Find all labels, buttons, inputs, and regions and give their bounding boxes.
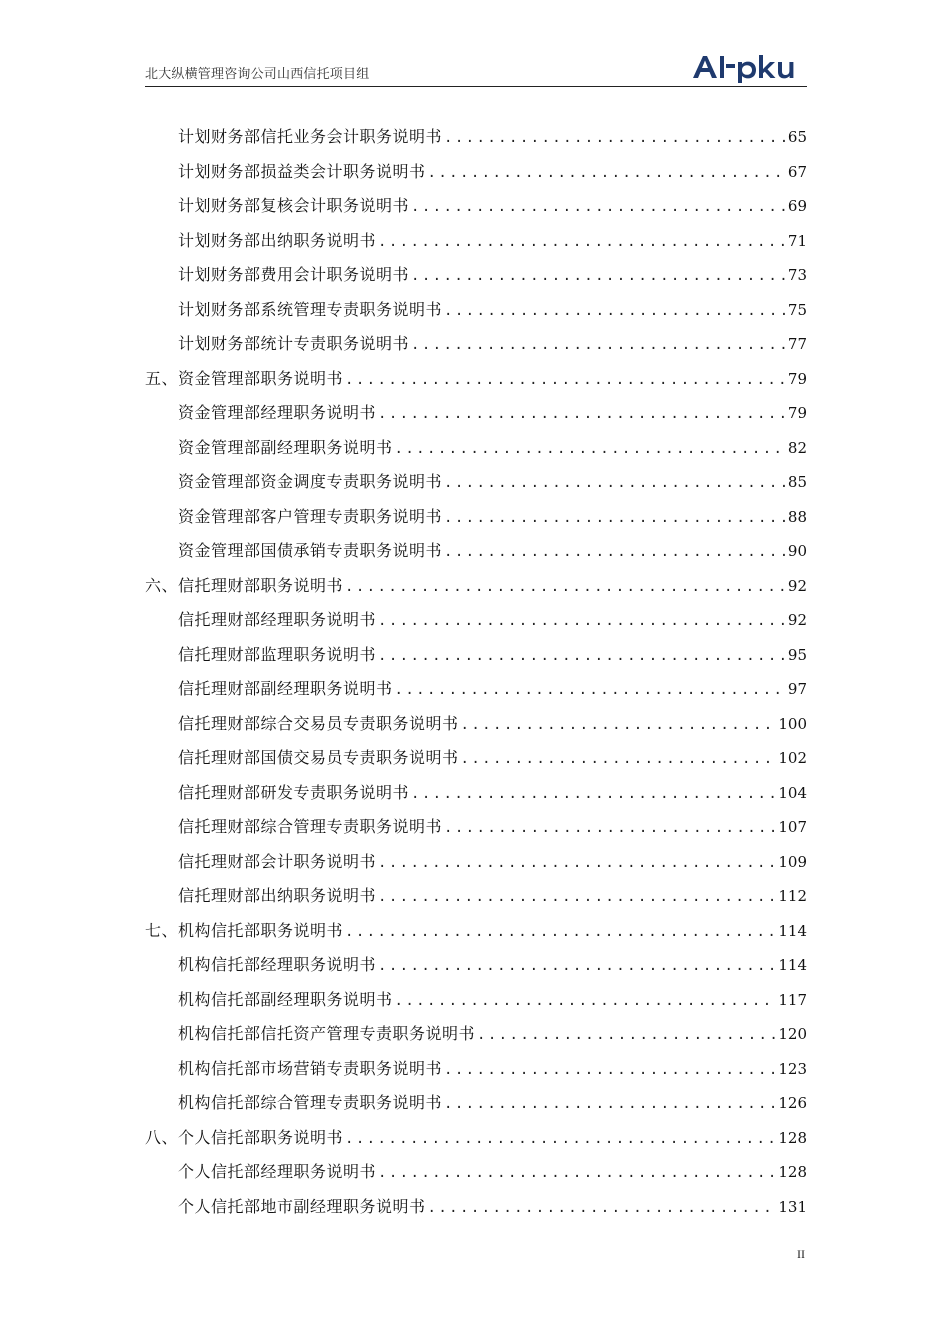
toc-entry-title: 信托理财部国债交易员专责职务说明书 [178, 748, 459, 767]
toc-entry-page: 95 [787, 645, 807, 664]
toc-entry-title: 个人信托部地市副经理职务说明书 [178, 1196, 426, 1216]
toc-dot-leader [444, 811, 776, 846]
toc-dot-leader [378, 397, 786, 432]
toc-entry-title: 计划财务部统计专责职务说明书 [178, 334, 410, 353]
toc-entry-page: 79 [787, 369, 807, 388]
toc-dot-leader [428, 156, 786, 191]
toc-dot-leader [345, 915, 776, 950]
toc-entry-page: 104 [778, 783, 807, 802]
toc-entry-page: 73 [787, 266, 807, 284]
toc-entry-title: 信托理财部会计职务说明书 [178, 851, 377, 871]
toc-entry-page: 90 [787, 542, 807, 560]
toc-entry-title: 资金管理部资金调度专责职务说明书 [178, 472, 443, 491]
toc-dot-leader [378, 949, 776, 984]
toc-dot-leader [345, 570, 786, 605]
toc-entry-title: 资金管理部国债承销专责职务说明书 [178, 541, 443, 560]
toc-dot-leader [444, 294, 786, 329]
toc-entry[interactable] [145, 948, 807, 983]
toc-entry[interactable] [145, 465, 807, 500]
toc-dot-leader [444, 1053, 776, 1088]
toc-entry-title: 机构信托部经理职务说明书 [178, 955, 377, 974]
toc-entry-title: 七、机构信托部职务说明书 [145, 920, 344, 940]
toc-entry-page: 88 [787, 507, 807, 526]
toc-entry-title: 机构信托部综合管理专责职务说明书 [178, 1093, 443, 1112]
toc-entry-page: 114 [778, 956, 807, 974]
toc-entry[interactable] [145, 1086, 807, 1121]
toc-entry[interactable] [145, 1017, 807, 1052]
toc-dot-leader [345, 1122, 776, 1157]
toc-entry[interactable] [145, 983, 807, 1018]
toc-entry-title: 信托理财部综合交易员专责职务说明书 [178, 713, 459, 733]
toc-entry[interactable] [145, 810, 807, 845]
toc-dot-leader [378, 1156, 776, 1191]
toc-dot-leader [444, 466, 786, 501]
toc-entry-title: 信托理财部出纳职务说明书 [178, 886, 377, 905]
toc-dot-leader [378, 225, 786, 260]
toc-entry[interactable] [145, 189, 807, 224]
toc-entry[interactable] [145, 707, 807, 742]
toc-entry[interactable] [145, 1190, 807, 1225]
toc-entry-title: 计划财务部复核会计职务说明书 [178, 196, 410, 215]
toc-entry-page: 75 [787, 300, 807, 319]
page-header [145, 50, 807, 87]
header-title: 北大纵横管理咨询公司山西信托项目组 [145, 67, 370, 82]
toc-dot-leader [461, 742, 777, 777]
toc-dot-leader [444, 501, 786, 536]
toc-section-entry[interactable] [145, 362, 807, 397]
toc-entry[interactable] [145, 431, 807, 466]
toc-entry[interactable] [145, 1155, 807, 1190]
toc-entry-page: 112 [778, 887, 807, 905]
toc-dot-leader [395, 984, 777, 1019]
toc-dot-leader [444, 121, 786, 156]
toc-entry-title: 资金管理部客户管理专责职务说明书 [178, 506, 443, 526]
toc-dot-leader [444, 1087, 776, 1122]
toc-dot-leader [477, 1018, 776, 1053]
toc-entry-page: 131 [778, 1197, 807, 1216]
toc-entry[interactable] [145, 1052, 807, 1087]
toc-entry-page: 109 [778, 852, 807, 871]
toc-entry[interactable] [145, 741, 807, 776]
toc-dot-leader [411, 259, 786, 294]
toc-entry-page: 102 [778, 749, 807, 767]
toc-dot-leader [444, 535, 786, 570]
toc-entry[interactable] [145, 776, 807, 811]
toc-dot-leader [378, 880, 776, 915]
toc-entry[interactable] [145, 396, 807, 431]
table-of-contents [145, 120, 807, 1224]
toc-dot-leader [428, 1191, 777, 1226]
toc-entry-page: 97 [787, 680, 807, 698]
toc-entry-page: 126 [778, 1094, 807, 1112]
toc-section-entry[interactable] [145, 914, 807, 949]
toc-dot-leader [411, 190, 786, 225]
toc-entry-title: 五、资金管理部职务说明书 [145, 368, 344, 388]
toc-entry-title: 资金管理部副经理职务说明书 [178, 437, 393, 457]
toc-entry-title: 机构信托部信托资产管理专责职务说明书 [178, 1024, 476, 1043]
toc-entry[interactable] [145, 845, 807, 880]
toc-entry-title: 机构信托部副经理职务说明书 [178, 989, 393, 1009]
toc-entry[interactable] [145, 534, 807, 569]
toc-entry-page: 128 [778, 1163, 807, 1181]
toc-entry-title: 计划财务部系统管理专责职务说明书 [178, 299, 443, 319]
toc-entry-page: 117 [778, 990, 807, 1009]
toc-entry-title: 计划财务部损益类会计职务说明书 [178, 161, 426, 181]
toc-entry-title: 信托理财部经理职务说明书 [178, 610, 377, 629]
toc-entry-page: 123 [778, 1059, 807, 1078]
toc-entry-page: 100 [778, 714, 807, 733]
toc-entry[interactable] [145, 155, 807, 190]
toc-dot-leader [378, 604, 786, 639]
toc-entry-title: 信托理财部副经理职务说明书 [178, 679, 393, 698]
toc-entry[interactable] [145, 603, 807, 638]
toc-entry-page: 120 [778, 1025, 807, 1043]
toc-dot-leader [395, 673, 786, 708]
toc-dot-leader [411, 328, 786, 363]
toc-entry[interactable] [145, 120, 807, 155]
toc-entry-title: 八、个人信托部职务说明书 [145, 1127, 344, 1147]
toc-entry-page: 67 [787, 162, 807, 181]
toc-entry[interactable] [145, 327, 807, 362]
toc-entry[interactable] [145, 224, 807, 259]
toc-dot-leader [395, 432, 786, 467]
toc-entry-page: 77 [787, 335, 807, 353]
toc-entry-title: 信托理财部综合管理专责职务说明书 [178, 817, 443, 836]
toc-entry[interactable] [145, 672, 807, 707]
toc-entry-page: 92 [787, 611, 807, 629]
toc-dot-leader [345, 363, 786, 398]
toc-entry-title: 计划财务部出纳职务说明书 [178, 230, 377, 250]
toc-entry-title: 计划财务部费用会计职务说明书 [178, 265, 410, 284]
toc-entry-title: 计划财务部信托业务会计职务说明书 [178, 127, 443, 146]
toc-dot-leader [461, 708, 777, 743]
toc-entry[interactable] [145, 879, 807, 914]
toc-entry-title: 个人信托部经理职务说明书 [178, 1162, 377, 1181]
toc-entry-page: 65 [787, 128, 807, 146]
toc-entry-page: 69 [787, 197, 807, 215]
toc-entry[interactable] [145, 258, 807, 293]
toc-entry-page: 71 [787, 231, 807, 250]
toc-dot-leader [378, 639, 786, 674]
toc-section-entry[interactable] [145, 1121, 807, 1156]
toc-entry-page: 128 [778, 1128, 807, 1147]
toc-dot-leader [378, 846, 776, 881]
toc-entry-page: 85 [787, 473, 807, 491]
toc-entry-page: 82 [787, 438, 807, 457]
toc-entry-title: 资金管理部经理职务说明书 [178, 403, 377, 422]
toc-entry[interactable] [145, 500, 807, 535]
toc-dot-leader [411, 777, 776, 812]
toc-entry-title: 信托理财部研发专责职务说明书 [178, 782, 410, 802]
page-number: II [797, 1247, 805, 1261]
toc-entry-title: 信托理财部监理职务说明书 [178, 644, 377, 664]
allpku-logo [691, 52, 807, 84]
toc-entry-page: 107 [778, 818, 807, 836]
toc-entry[interactable] [145, 293, 807, 328]
toc-entry-page: 114 [778, 921, 807, 940]
toc-entry-title: 六、信托理财部职务说明书 [145, 575, 344, 595]
toc-entry[interactable] [145, 638, 807, 673]
toc-entry-title: 机构信托部市场营销专责职务说明书 [178, 1058, 443, 1078]
toc-section-entry[interactable] [145, 569, 807, 604]
toc-entry-page: 92 [787, 576, 807, 595]
toc-entry-page: 79 [787, 404, 807, 422]
